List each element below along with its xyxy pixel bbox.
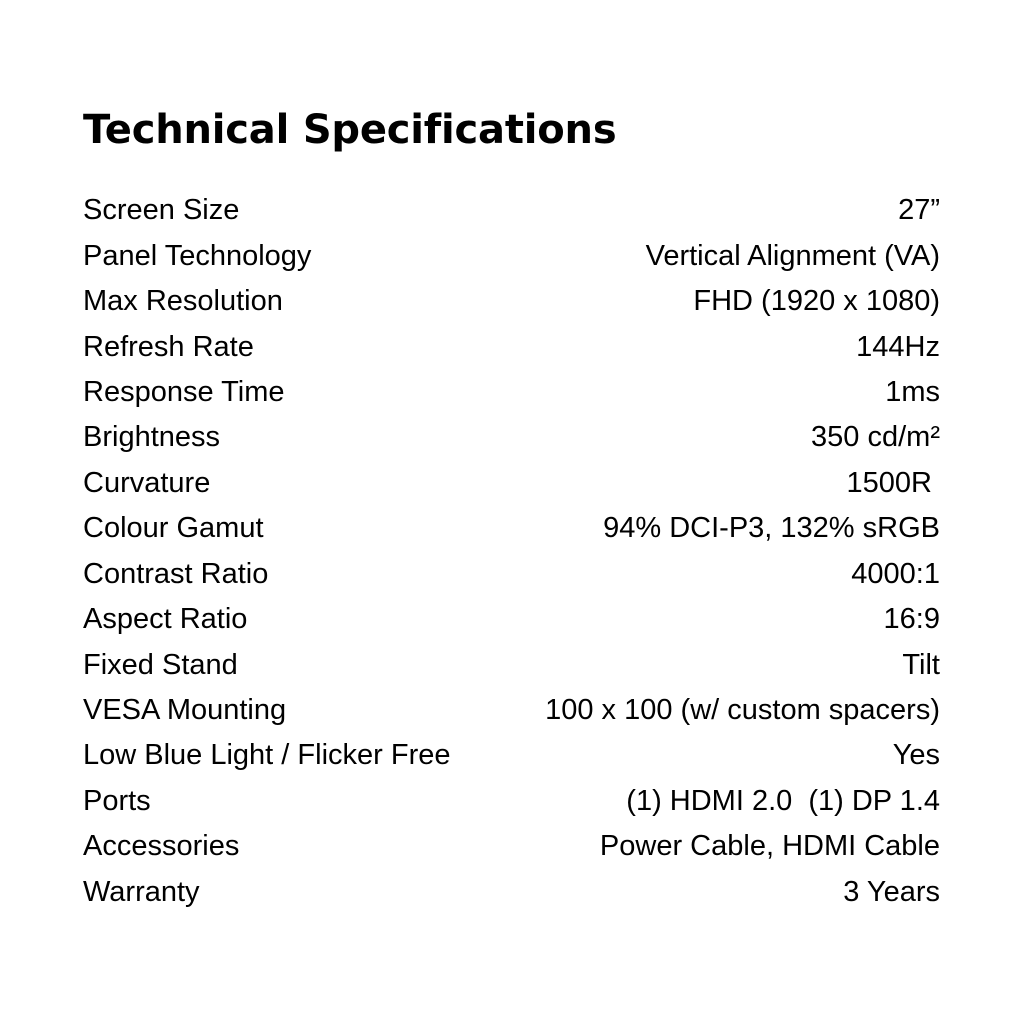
spec-row-low-blue-light xyxy=(83,733,940,778)
spec-value: 27” xyxy=(898,194,940,227)
spec-row-panel-technology xyxy=(83,233,940,278)
spec-value: 4000:1 xyxy=(851,557,940,590)
spec-row-aspect-ratio xyxy=(83,597,940,642)
spec-row-contrast-ratio xyxy=(83,552,940,597)
spec-value: 1500R xyxy=(846,466,932,499)
spec-row-vesa-mounting xyxy=(83,688,940,733)
spec-row-ports xyxy=(83,779,940,824)
spec-label: Refresh Rate xyxy=(83,330,254,363)
spec-row-refresh-rate xyxy=(83,324,940,369)
spec-row-curvature xyxy=(83,461,940,506)
spec-value: 350 cd/m² xyxy=(811,421,940,454)
spec-row-colour-gamut xyxy=(83,506,940,551)
spec-value: 16:9 xyxy=(883,603,940,636)
spec-value: 144Hz xyxy=(856,330,940,363)
spec-row-fixed-stand xyxy=(83,642,940,687)
spec-label: Contrast Ratio xyxy=(83,557,269,590)
spec-label: Panel Technology xyxy=(83,239,312,272)
spec-label: Low Blue Light / Flicker Free xyxy=(83,739,451,772)
spec-label: Accessories xyxy=(83,830,240,863)
spec-row-max-resolution xyxy=(83,279,940,324)
spec-row-screen-size xyxy=(83,188,940,233)
page-title: Technical Specifications xyxy=(83,107,617,153)
spec-label: Aspect Ratio xyxy=(83,603,248,636)
spec-row-warranty xyxy=(83,870,940,915)
spec-row-brightness xyxy=(83,415,940,460)
spec-label: Colour Gamut xyxy=(83,512,264,545)
spec-value: FHD (1920 x 1080) xyxy=(693,285,940,318)
spec-list xyxy=(83,188,940,915)
spec-value: Tilt xyxy=(902,648,940,681)
spec-value: 1ms xyxy=(885,375,940,408)
spec-label: Max Resolution xyxy=(83,285,283,318)
spec-label: Brightness xyxy=(83,421,221,454)
spec-value: 3 Years xyxy=(843,875,940,908)
spec-label: Response Time xyxy=(83,375,285,408)
spec-label: Screen Size xyxy=(83,194,240,227)
spec-value: (1) HDMI 2.0 (1) DP 1.4 xyxy=(626,784,940,817)
spec-label: Warranty xyxy=(83,875,200,908)
spec-label: Ports xyxy=(83,784,151,817)
spec-label: Fixed Stand xyxy=(83,648,238,681)
spec-value: Yes xyxy=(892,739,940,772)
spec-value: Power Cable, HDMI Cable xyxy=(599,830,940,863)
spec-label: Curvature xyxy=(83,466,211,499)
spec-value: Vertical Alignment (VA) xyxy=(645,239,940,272)
spec-label: VESA Mounting xyxy=(83,694,287,727)
spec-row-accessories xyxy=(83,824,940,869)
spec-value: 100 x 100 (w/ custom spacers) xyxy=(545,694,940,727)
spec-row-response-time xyxy=(83,370,940,415)
spec-value: 94% DCI-P3, 132% sRGB xyxy=(603,512,940,545)
